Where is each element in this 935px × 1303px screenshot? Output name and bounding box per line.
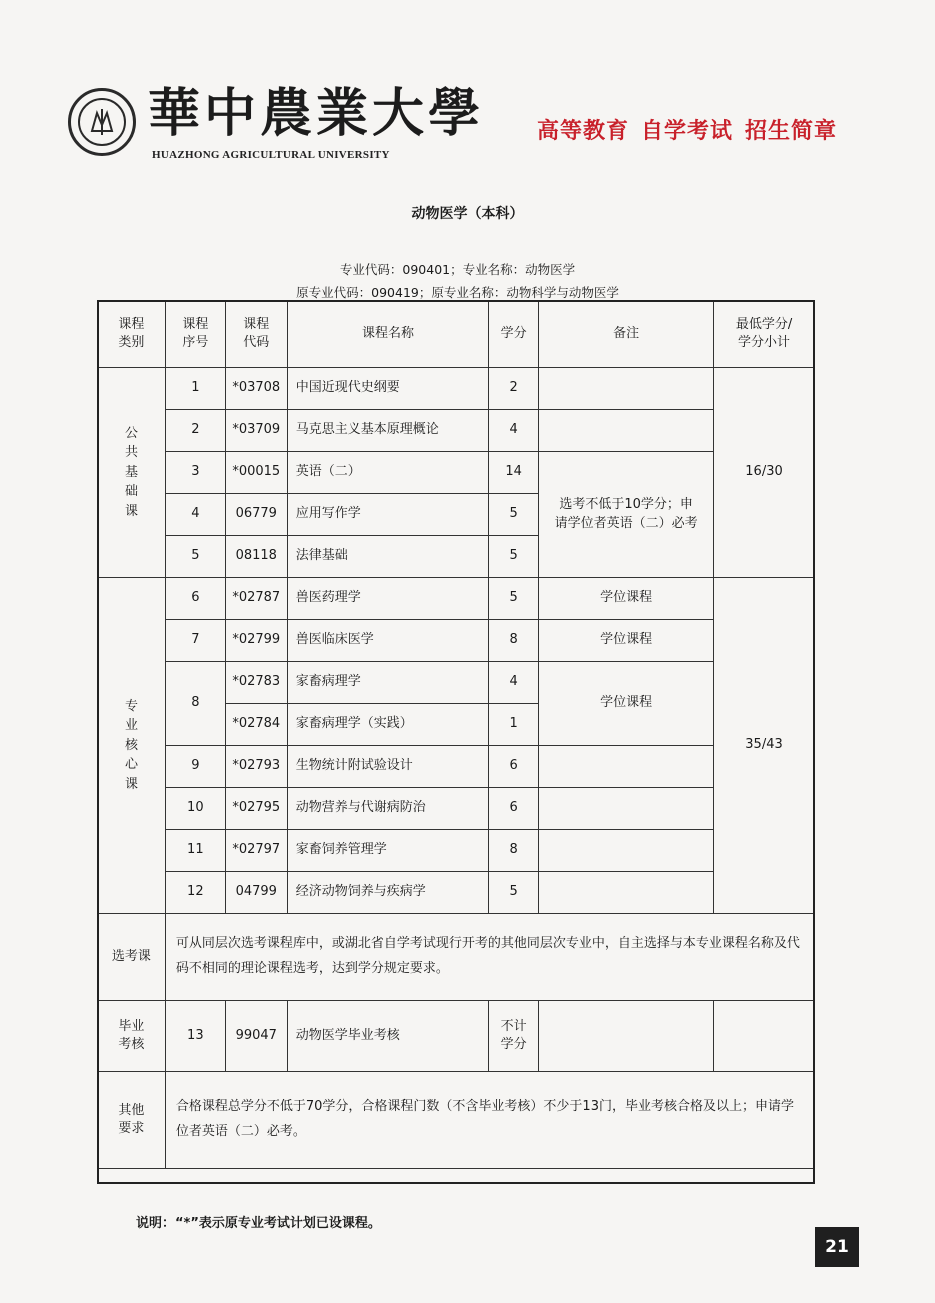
cell-seq: 5 [165, 536, 225, 578]
cell-seq: 1 [165, 368, 225, 410]
cell-remark [539, 746, 714, 788]
min-credit-public: 16/30 [714, 368, 815, 578]
cell-min-credit [714, 1001, 815, 1072]
table-row [98, 620, 815, 662]
category-graduation: 毕业考核 [98, 1001, 166, 1072]
min-credit-core: 35/43 [714, 578, 815, 914]
header-code: 课程代码 [225, 301, 287, 368]
table-header-row [98, 301, 815, 368]
cell-remark [539, 872, 714, 914]
header-name: 课程名称 [287, 301, 488, 368]
category-elective: 选考课 [98, 914, 166, 1001]
cell-remark [539, 1001, 714, 1072]
category-public: 公共基础课 [98, 368, 166, 578]
header-credit: 学分 [489, 301, 539, 368]
slogan-part: 招生简章 [745, 119, 838, 144]
cell-remark-merged: 选考不低于10学分；申请学位者英语（二）必考 [539, 452, 714, 578]
cell-credit: 8 [489, 620, 539, 662]
graduation-row [98, 1001, 815, 1072]
cell-name: 马克思主义基本原理概论 [287, 410, 488, 452]
cell-code: *02795 [225, 788, 287, 830]
table-row [98, 830, 815, 872]
category-core: 专业核心课 [98, 578, 166, 914]
cell-seq: 3 [165, 452, 225, 494]
cell-seq: 6 [165, 578, 225, 620]
cell-seq: 9 [165, 746, 225, 788]
cell-seq: 10 [165, 788, 225, 830]
cell-credit: 5 [489, 872, 539, 914]
table-row [98, 872, 815, 914]
cell-credit: 6 [489, 746, 539, 788]
header-min-credit: 最低学分/学分小计 [714, 301, 815, 368]
cell-code: *03708 [225, 368, 287, 410]
cell-remark [539, 788, 714, 830]
elective-text: 可从同层次选考课程库中，或湖北省自学考试现行开考的其他同层次专业中，自主选择与本专业课程名称及代码不相同的理论课程选考，达到学分规定要求。 [165, 914, 814, 1001]
cell-name: 生物统计附试验设计 [287, 746, 488, 788]
document-title: 动物医学（本科） [411, 206, 524, 222]
major-code-line: 专业代码：090401；专业名称：动物医学 [339, 262, 576, 277]
cell-remark: 学位课程 [539, 662, 714, 746]
cell-name: 动物医学毕业考核 [287, 1001, 488, 1072]
cell-remark: 学位课程 [539, 578, 714, 620]
footnote: 说明：“*”表示原专业考试计划已设课程。 [136, 1216, 381, 1231]
cell-code: *00015 [225, 452, 287, 494]
table-row [98, 578, 815, 620]
cell-code: *02793 [225, 746, 287, 788]
cell-code: *03709 [225, 410, 287, 452]
cell-name: 动物营养与代谢病防治 [287, 788, 488, 830]
university-seal-icon [68, 88, 136, 156]
table-row [98, 662, 815, 704]
cell-code: 99047 [225, 1001, 287, 1072]
cell-credit: 5 [489, 578, 539, 620]
cell-credit: 5 [489, 536, 539, 578]
cell-name: 经济动物饲养与疾病学 [287, 872, 488, 914]
former-major-code-line: 原专业代码：090419；原专业名称：动物科学与动物医学 [296, 285, 619, 300]
cell-code: *02799 [225, 620, 287, 662]
table-row [98, 452, 815, 494]
cell-seq: 12 [165, 872, 225, 914]
cell-code: 08118 [225, 536, 287, 578]
cell-name: 家畜饲养管理学 [287, 830, 488, 872]
cell-seq: 4 [165, 494, 225, 536]
cell-credit: 4 [489, 662, 539, 704]
other-requirements-row [98, 1072, 815, 1169]
slogan-part: 自学考试 [641, 119, 734, 144]
table-row [98, 368, 815, 410]
cell-name: 英语（二） [287, 452, 488, 494]
cell-code: 06779 [225, 494, 287, 536]
course-table [97, 300, 815, 1169]
cell-remark [539, 368, 714, 410]
header-category: 课程类别 [98, 301, 166, 368]
cell-code: *02787 [225, 578, 287, 620]
category-other: 其他要求 [98, 1072, 166, 1169]
header-seq: 课程序号 [165, 301, 225, 368]
cell-seq: 13 [165, 1001, 225, 1072]
slogan-part: 高等教育 [537, 119, 630, 144]
elective-row [98, 914, 815, 1001]
slogan [537, 114, 849, 145]
table-row [98, 788, 815, 830]
cell-name: 兽医临床医学 [287, 620, 488, 662]
cell-credit: 6 [489, 788, 539, 830]
other-requirements-text: 合格课程总学分不低于70学分，合格课程门数（不含毕业考核）不少于13门，毕业考核合格及以上；申请学位者英语（二）必考。 [165, 1072, 814, 1169]
cell-remark: 学位课程 [539, 620, 714, 662]
cell-seq: 2 [165, 410, 225, 452]
cell-name: 兽医药理学 [287, 578, 488, 620]
cell-code: 04799 [225, 872, 287, 914]
cell-name: 中国近现代史纲要 [287, 368, 488, 410]
cell-credit: 5 [489, 494, 539, 536]
cell-name: 法律基础 [287, 536, 488, 578]
cell-name: 家畜病理学（实践） [287, 704, 488, 746]
table-row [98, 410, 815, 452]
cell-credit: 4 [489, 410, 539, 452]
cell-name: 家畜病理学 [287, 662, 488, 704]
cell-seq: 11 [165, 830, 225, 872]
cell-code: *02784 [225, 704, 287, 746]
university-name: 華中農業大學 [148, 83, 485, 144]
cell-name: 应用写作学 [287, 494, 488, 536]
cell-seq: 7 [165, 620, 225, 662]
cell-credit: 14 [489, 452, 539, 494]
cell-credit: 1 [489, 704, 539, 746]
page-number: 21 [815, 1227, 859, 1267]
page-header [0, 0, 935, 180]
header-remark: 备注 [539, 301, 714, 368]
cell-remark [539, 410, 714, 452]
cell-seq: 8 [165, 662, 225, 746]
university-name-en: HUAZHONG AGRICULTURAL UNIVERSITY [152, 149, 390, 161]
cell-credit: 2 [489, 368, 539, 410]
cell-code: *02783 [225, 662, 287, 704]
cell-credit: 不计学分 [489, 1001, 539, 1072]
table-row [98, 746, 815, 788]
cell-remark [539, 830, 714, 872]
cell-code: *02797 [225, 830, 287, 872]
cell-credit: 8 [489, 830, 539, 872]
